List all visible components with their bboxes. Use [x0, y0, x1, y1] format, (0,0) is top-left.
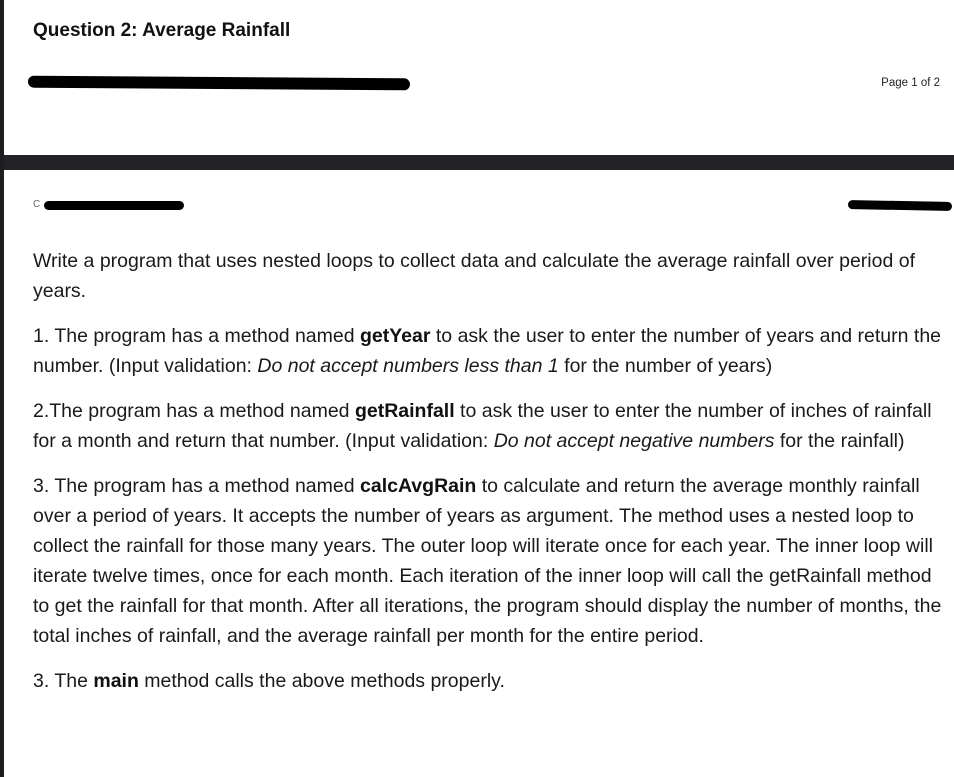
- requirement-text: for the rainfall): [774, 430, 905, 452]
- requirement-text: to ask the user to enter the number of inches of rainfall for a month and return that number. (Input validation:: [33, 400, 932, 452]
- requirement-getrainfall: [33, 396, 947, 456]
- requirement-text: to calculate and return the average monthly rainfall over a period of years. It accepts the number of years as argument. The method uses a nested loop to collect the rainfall for those many years. The outer loop will iterate once for each year. The inner loop will iterate twelve times, once for each month. Each iteration of the inner loop will call the getRainfall method to get the rainfall for that month. After all iterations, the program should display the number of months, the total inches of rainfall, and the average rainfall per month for the entire period.: [33, 475, 942, 647]
- method-name: calcAvgRain: [360, 475, 477, 497]
- validation-rule: Do not accept negative numbers: [493, 430, 775, 452]
- method-name: getYear: [360, 325, 431, 347]
- page-divider: [4, 155, 954, 170]
- redaction-mark: [28, 76, 410, 91]
- requirement-text: 3. The: [33, 670, 94, 692]
- method-name: main: [93, 670, 139, 692]
- page-title: Question 2: Average Rainfall: [33, 20, 291, 41]
- page-number: Page 1 of 2: [881, 77, 940, 89]
- requirement-text: method calls the above methods properly.: [138, 670, 505, 692]
- validation-rule: Do not accept numbers less than 1: [257, 355, 559, 377]
- requirement-main: [33, 666, 947, 696]
- requirement-text: 3. The program has a method named: [33, 475, 360, 497]
- requirement-getyear: [33, 321, 947, 381]
- intro-paragraph: Write a program that uses nested loops to collect data and calculate the average rainfall over period of years.: [33, 250, 915, 302]
- question-body: [33, 246, 947, 711]
- course-label-prefix: C: [33, 199, 41, 210]
- redaction-mark: [44, 201, 184, 210]
- page-2-top: [4, 170, 954, 777]
- redaction-mark: [848, 200, 952, 211]
- method-name: getRainfall: [354, 400, 455, 422]
- requirement-text: 1. The program has a method named: [33, 325, 360, 347]
- requirement-text: to ask the user to enter the number of years and return the number. (Input validation:: [33, 325, 942, 377]
- requirement-calcavgrain: [33, 471, 947, 651]
- requirement-text: 2.The program has a method named: [33, 400, 355, 422]
- page-1-bottom: [4, 0, 954, 155]
- requirement-text: for the number of years): [558, 355, 773, 377]
